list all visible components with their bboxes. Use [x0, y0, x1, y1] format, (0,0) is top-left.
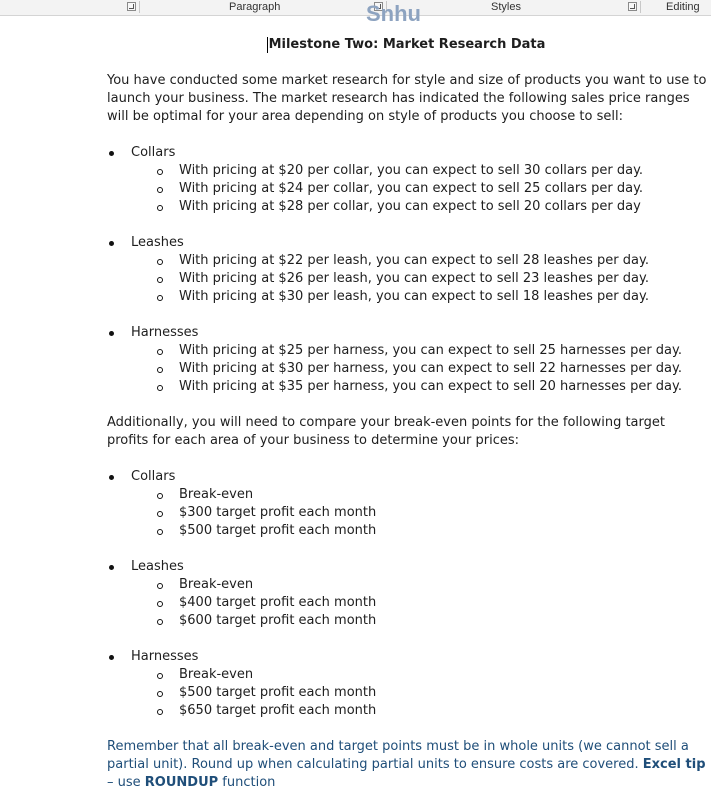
sub-list — [131, 576, 707, 630]
sub-list — [131, 486, 707, 540]
list-item: With pricing at $28 per collar, you can expect to sell 20 collars per day — [179, 198, 707, 216]
note-separator: – use — [107, 775, 145, 790]
list-item: With pricing at $35 per harness, you can expect to sell 20 harnesses per day. — [179, 378, 707, 396]
list-item: Break-even — [179, 576, 707, 594]
list-item: Break-even — [179, 666, 707, 684]
intro-paragraph: You have conducted some market research for style and size of products you want to use to launch your business. The market research has indicated the following sales price ranges will be optimal for your area depending on style of products you choose to sell: — [107, 73, 707, 124]
additional-paragraph: Additionally, you will need to compare your break-even points for the following target profits for each area of your business to determine your prices: — [107, 415, 665, 448]
category-label: Harnesses — [131, 649, 199, 664]
list-item — [107, 144, 707, 216]
category-label: Leashes — [131, 559, 184, 574]
list-item: With pricing at $30 per harness, you can expect to sell 22 harnesses per day. — [179, 360, 707, 378]
list-item — [107, 558, 707, 630]
list-item — [107, 468, 707, 540]
styles-dialog-launcher-icon[interactable] — [628, 2, 637, 11]
note-text: Remember that all break-even and target points must be in whole units (we cannot sell a partial unit). Round up when calculating partial units to ensure costs are covered. — [107, 739, 689, 772]
list-item: $400 target profit each month — [179, 594, 707, 612]
document-title-text: Milestone Two: Market Research Data — [268, 37, 546, 52]
sub-list — [131, 342, 707, 396]
pricing-list — [107, 144, 707, 396]
list-item: $500 target profit each month — [179, 522, 707, 540]
rounding-note — [107, 738, 707, 792]
list-item: With pricing at $26 per leash, you can expect to sell 23 leashes per day. — [179, 270, 707, 288]
header-logo-text: Snhu — [366, 1, 421, 26]
ribbon-group-bar — [0, 0, 711, 26]
list-item: $650 target profit each month — [179, 702, 707, 720]
list-item: With pricing at $20 per collar, you can expect to sell 30 collars per day. — [179, 162, 707, 180]
list-item: $600 target profit each month — [179, 612, 707, 630]
ribbon-paragraph-label: Paragraph — [229, 1, 281, 13]
ribbon-separator — [640, 1, 641, 13]
ribbon-styles-label: Styles — [491, 1, 521, 13]
category-label: Collars — [131, 145, 176, 160]
excel-tip-label: Excel tip — [642, 757, 706, 772]
list-item — [107, 324, 707, 396]
sub-list — [131, 666, 707, 720]
list-item: $300 target profit each month — [179, 504, 707, 522]
document-body[interactable] — [107, 36, 707, 792]
list-item: With pricing at $25 per harness, you can expect to sell 25 harnesses per day. — [179, 342, 707, 360]
sub-list — [131, 252, 707, 306]
target-list — [107, 468, 707, 720]
roundup-function-name: ROUNDUP — [144, 775, 219, 790]
category-label: Harnesses — [131, 325, 199, 340]
note-tail: function — [218, 775, 276, 790]
list-item: With pricing at $30 per leash, you can expect to sell 18 leashes per day. — [179, 288, 707, 306]
ribbon-editing-label[interactable]: Editing — [666, 1, 700, 13]
list-item — [107, 648, 707, 720]
list-item: Break-even — [179, 486, 707, 504]
list-item: With pricing at $22 per leash, you can expect to sell 28 leashes per day. — [179, 252, 707, 270]
list-item — [107, 234, 707, 306]
sub-list — [131, 162, 707, 216]
category-label: Leashes — [131, 235, 184, 250]
text-cursor — [267, 37, 268, 53]
list-item: With pricing at $24 per collar, you can expect to sell 25 collars per day. — [179, 180, 707, 198]
ribbon-separator — [139, 1, 140, 13]
dialog-launcher-icon[interactable] — [127, 2, 136, 11]
category-label: Collars — [131, 469, 176, 484]
list-item: $500 target profit each month — [179, 684, 707, 702]
document-title — [107, 36, 707, 54]
